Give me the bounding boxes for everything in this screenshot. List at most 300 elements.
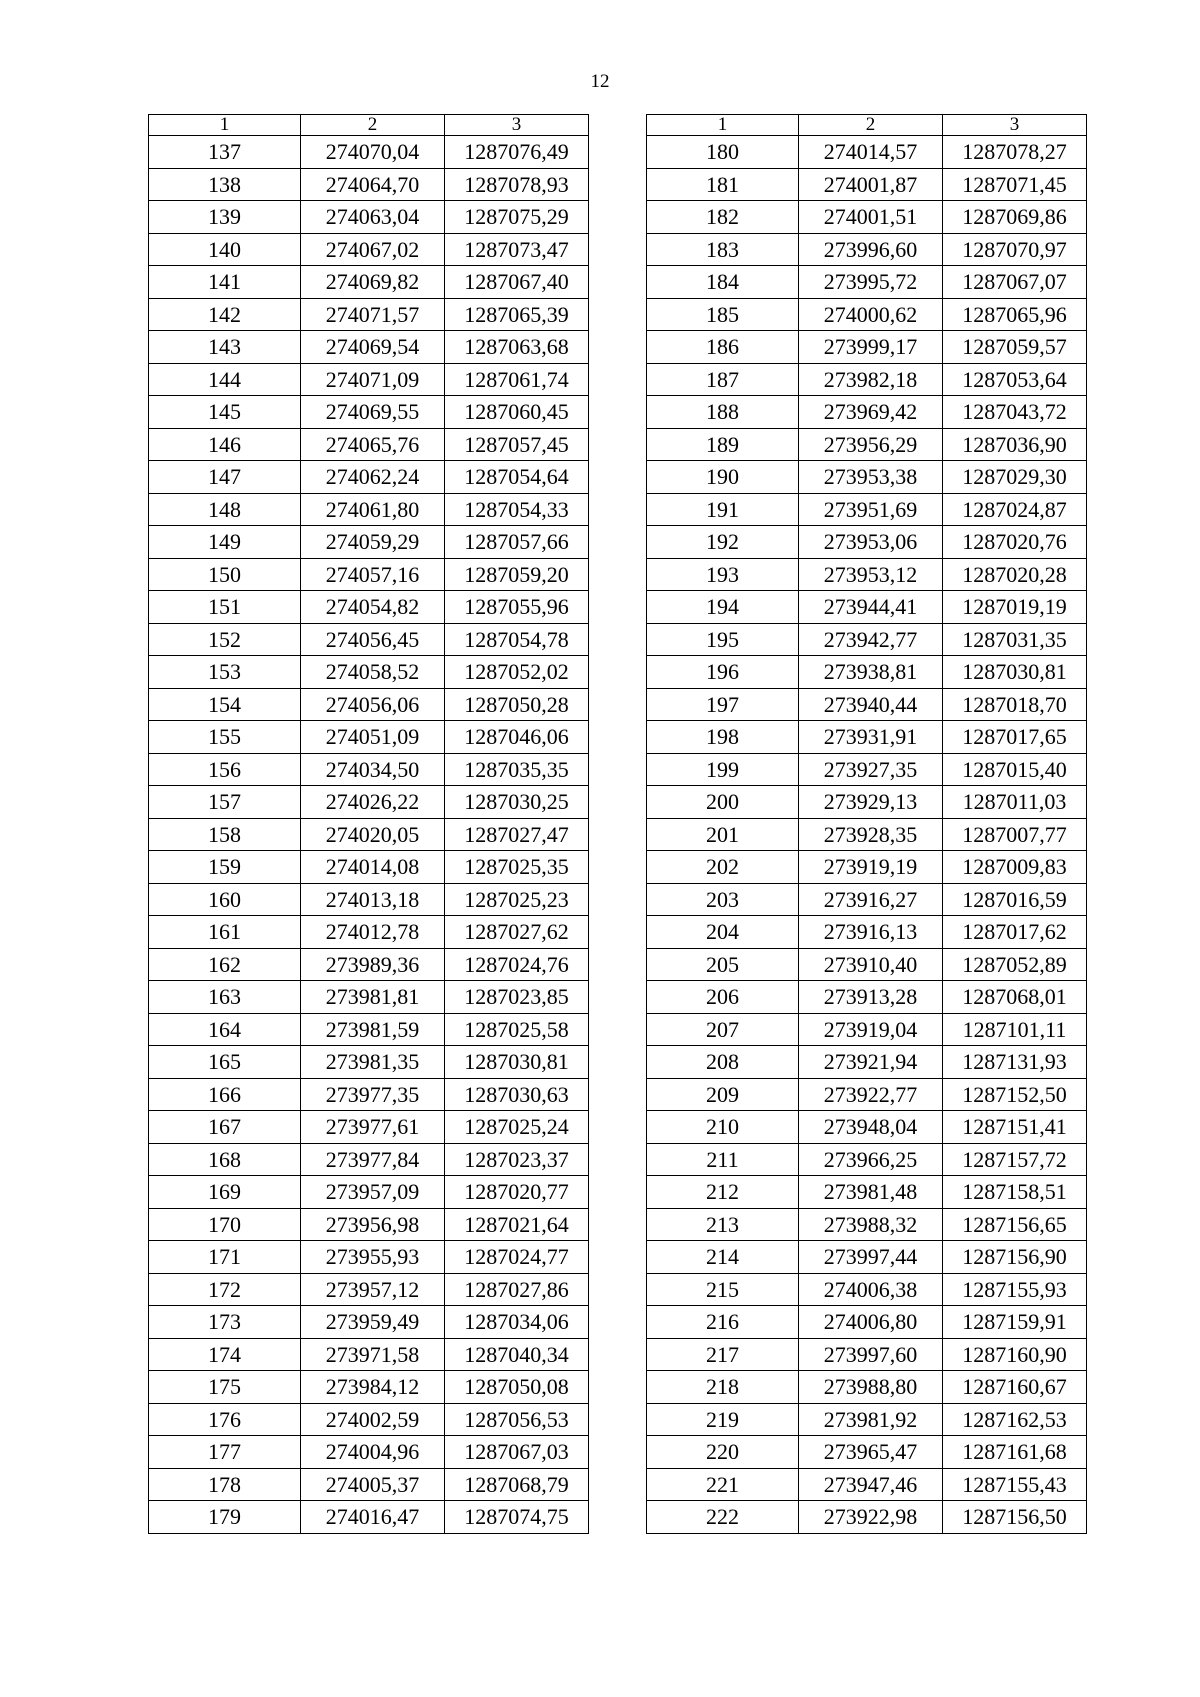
- table-row: [149, 428, 589, 461]
- table-row: [149, 916, 589, 949]
- x-coordinate-cell: 273997,44: [799, 1241, 943, 1274]
- point-number-cell: 182: [647, 201, 799, 234]
- table-row: [149, 1046, 589, 1079]
- table-row: [149, 1143, 589, 1176]
- y-coordinate-cell: 1287036,90: [943, 428, 1087, 461]
- table-row: [149, 883, 589, 916]
- x-coordinate-cell: 273971,58: [301, 1338, 445, 1371]
- x-coordinate-cell: 274056,06: [301, 688, 445, 721]
- point-number-cell: 166: [149, 1078, 301, 1111]
- y-coordinate-cell: 1287030,25: [445, 786, 589, 819]
- y-coordinate-cell: 1287034,06: [445, 1306, 589, 1339]
- x-coordinate-cell: 273956,98: [301, 1208, 445, 1241]
- x-coordinate-cell: 274056,45: [301, 623, 445, 656]
- x-coordinate-cell: 274034,50: [301, 753, 445, 786]
- y-coordinate-cell: 1287052,89: [943, 948, 1087, 981]
- table-row: [149, 1501, 589, 1534]
- point-number-cell: 165: [149, 1046, 301, 1079]
- point-number-cell: 188: [647, 396, 799, 429]
- point-number-cell: 212: [647, 1176, 799, 1209]
- x-coordinate-cell: 273916,27: [799, 883, 943, 916]
- y-coordinate-cell: 1287155,93: [943, 1273, 1087, 1306]
- x-coordinate-cell: 273996,60: [799, 233, 943, 266]
- y-coordinate-cell: 1287024,77: [445, 1241, 589, 1274]
- y-coordinate-cell: 1287021,64: [445, 1208, 589, 1241]
- point-number-cell: 154: [149, 688, 301, 721]
- point-number-cell: 209: [647, 1078, 799, 1111]
- column-header-x: 2: [799, 115, 943, 136]
- point-number-cell: 184: [647, 266, 799, 299]
- point-number-cell: 178: [149, 1468, 301, 1501]
- table-row: [647, 201, 1087, 234]
- point-number-cell: 153: [149, 656, 301, 689]
- y-coordinate-cell: 1287023,85: [445, 981, 589, 1014]
- y-coordinate-cell: 1287073,47: [445, 233, 589, 266]
- table-row: [149, 493, 589, 526]
- table-row: [647, 1176, 1087, 1209]
- y-coordinate-cell: 1287068,79: [445, 1468, 589, 1501]
- point-number-cell: 217: [647, 1338, 799, 1371]
- table-row: [149, 201, 589, 234]
- y-coordinate-cell: 1287068,01: [943, 981, 1087, 1014]
- x-coordinate-cell: 274014,57: [799, 136, 943, 169]
- x-coordinate-cell: 274006,80: [799, 1306, 943, 1339]
- point-number-cell: 220: [647, 1436, 799, 1469]
- y-coordinate-cell: 1287059,20: [445, 558, 589, 591]
- x-coordinate-cell: 273977,61: [301, 1111, 445, 1144]
- column-header-point-number: 1: [149, 115, 301, 136]
- x-coordinate-cell: 274058,52: [301, 656, 445, 689]
- column-header-point-number: 1: [647, 115, 799, 136]
- y-coordinate-cell: 1287054,64: [445, 461, 589, 494]
- point-number-cell: 198: [647, 721, 799, 754]
- point-number-cell: 185: [647, 298, 799, 331]
- point-number-cell: 208: [647, 1046, 799, 1079]
- y-coordinate-cell: 1287067,07: [943, 266, 1087, 299]
- point-number-cell: 142: [149, 298, 301, 331]
- y-coordinate-cell: 1287057,66: [445, 526, 589, 559]
- y-coordinate-cell: 1287030,81: [943, 656, 1087, 689]
- table-row: [149, 1208, 589, 1241]
- table-row: [647, 168, 1087, 201]
- table-row: [149, 526, 589, 559]
- table-row: [647, 1306, 1087, 1339]
- x-coordinate-cell: 274059,29: [301, 526, 445, 559]
- table-row: [149, 851, 589, 884]
- y-coordinate-cell: 1287161,68: [943, 1436, 1087, 1469]
- point-number-cell: 207: [647, 1013, 799, 1046]
- x-coordinate-cell: 273957,12: [301, 1273, 445, 1306]
- table-row: [647, 623, 1087, 656]
- table-row: [647, 721, 1087, 754]
- point-number-cell: 164: [149, 1013, 301, 1046]
- point-number-cell: 177: [149, 1436, 301, 1469]
- table-row: [149, 1273, 589, 1306]
- table-row: [647, 688, 1087, 721]
- table-row: [149, 656, 589, 689]
- x-coordinate-cell: 273981,35: [301, 1046, 445, 1079]
- point-number-cell: 168: [149, 1143, 301, 1176]
- y-coordinate-cell: 1287067,40: [445, 266, 589, 299]
- point-number-cell: 149: [149, 526, 301, 559]
- table-row: [149, 1111, 589, 1144]
- y-coordinate-cell: 1287024,87: [943, 493, 1087, 526]
- table-row: [149, 331, 589, 364]
- table-row: [149, 591, 589, 624]
- y-coordinate-cell: 1287015,40: [943, 753, 1087, 786]
- x-coordinate-cell: 273988,32: [799, 1208, 943, 1241]
- y-coordinate-cell: 1287131,93: [943, 1046, 1087, 1079]
- x-coordinate-cell: 273953,38: [799, 461, 943, 494]
- y-coordinate-cell: 1287027,62: [445, 916, 589, 949]
- y-coordinate-cell: 1287075,29: [445, 201, 589, 234]
- table-row: [647, 883, 1087, 916]
- point-number-cell: 214: [647, 1241, 799, 1274]
- point-number-cell: 163: [149, 981, 301, 1014]
- table-row: [149, 233, 589, 266]
- table-row: [647, 331, 1087, 364]
- point-number-cell: 179: [149, 1501, 301, 1534]
- x-coordinate-cell: 273981,81: [301, 981, 445, 1014]
- y-coordinate-cell: 1287031,35: [943, 623, 1087, 656]
- point-number-cell: 189: [647, 428, 799, 461]
- point-number-cell: 210: [647, 1111, 799, 1144]
- x-coordinate-cell: 273965,47: [799, 1436, 943, 1469]
- y-coordinate-cell: 1287061,74: [445, 363, 589, 396]
- y-coordinate-cell: 1287059,57: [943, 331, 1087, 364]
- point-number-cell: 186: [647, 331, 799, 364]
- table-row: [647, 786, 1087, 819]
- table-row: [149, 623, 589, 656]
- table-header-row: [647, 115, 1087, 136]
- table-row: [647, 396, 1087, 429]
- table-row: [149, 818, 589, 851]
- table-body: [149, 136, 589, 1534]
- y-coordinate-cell: 1287157,72: [943, 1143, 1087, 1176]
- y-coordinate-cell: 1287011,03: [943, 786, 1087, 819]
- x-coordinate-cell: 274069,82: [301, 266, 445, 299]
- y-coordinate-cell: 1287057,45: [445, 428, 589, 461]
- point-number-cell: 173: [149, 1306, 301, 1339]
- x-coordinate-cell: 273922,98: [799, 1501, 943, 1534]
- table-row: [647, 1046, 1087, 1079]
- table-row: [149, 558, 589, 591]
- column-header-x: 2: [301, 115, 445, 136]
- table-row: [647, 818, 1087, 851]
- point-number-cell: 157: [149, 786, 301, 819]
- point-number-cell: 199: [647, 753, 799, 786]
- x-coordinate-cell: 274067,02: [301, 233, 445, 266]
- y-coordinate-cell: 1287076,49: [445, 136, 589, 169]
- y-coordinate-cell: 1287078,93: [445, 168, 589, 201]
- y-coordinate-cell: 1287152,50: [943, 1078, 1087, 1111]
- x-coordinate-cell: 273982,18: [799, 363, 943, 396]
- page-number: 12: [590, 71, 610, 92]
- y-coordinate-cell: 1287054,78: [445, 623, 589, 656]
- x-coordinate-cell: 273928,35: [799, 818, 943, 851]
- point-number-cell: 145: [149, 396, 301, 429]
- x-coordinate-cell: 273913,28: [799, 981, 943, 1014]
- point-number-cell: 211: [647, 1143, 799, 1176]
- table-row: [647, 1371, 1087, 1404]
- point-number-cell: 158: [149, 818, 301, 851]
- point-number-cell: 190: [647, 461, 799, 494]
- table-row: [149, 1436, 589, 1469]
- table-row: [149, 1338, 589, 1371]
- y-coordinate-cell: 1287065,96: [943, 298, 1087, 331]
- y-coordinate-cell: 1287046,06: [445, 721, 589, 754]
- y-coordinate-cell: 1287035,35: [445, 753, 589, 786]
- point-number-cell: 203: [647, 883, 799, 916]
- y-coordinate-cell: 1287027,47: [445, 818, 589, 851]
- x-coordinate-cell: 273931,91: [799, 721, 943, 754]
- table-row: [647, 591, 1087, 624]
- coordinates-table-left: [148, 114, 589, 1534]
- x-coordinate-cell: 273989,36: [301, 948, 445, 981]
- y-coordinate-cell: 1287055,96: [445, 591, 589, 624]
- x-coordinate-cell: 274000,62: [799, 298, 943, 331]
- y-coordinate-cell: 1287162,53: [943, 1403, 1087, 1436]
- x-coordinate-cell: 273951,69: [799, 493, 943, 526]
- table-row: [647, 428, 1087, 461]
- point-number-cell: 183: [647, 233, 799, 266]
- point-number-cell: 202: [647, 851, 799, 884]
- point-number-cell: 138: [149, 168, 301, 201]
- table-row: [647, 656, 1087, 689]
- x-coordinate-cell: 273947,46: [799, 1468, 943, 1501]
- y-coordinate-cell: 1287050,08: [445, 1371, 589, 1404]
- table-row: [647, 233, 1087, 266]
- x-coordinate-cell: 273956,29: [799, 428, 943, 461]
- x-coordinate-cell: 274065,76: [301, 428, 445, 461]
- y-coordinate-cell: 1287020,77: [445, 1176, 589, 1209]
- point-number-cell: 161: [149, 916, 301, 949]
- table-row: [647, 1208, 1087, 1241]
- coordinates-table-right: [646, 114, 1087, 1534]
- y-coordinate-cell: 1287155,43: [943, 1468, 1087, 1501]
- point-number-cell: 201: [647, 818, 799, 851]
- table-row: [647, 1468, 1087, 1501]
- table-row: [647, 298, 1087, 331]
- y-coordinate-cell: 1287030,81: [445, 1046, 589, 1079]
- table-row: [149, 396, 589, 429]
- point-number-cell: 146: [149, 428, 301, 461]
- x-coordinate-cell: 273919,04: [799, 1013, 943, 1046]
- y-coordinate-cell: 1287030,63: [445, 1078, 589, 1111]
- table-row: [647, 1273, 1087, 1306]
- x-coordinate-cell: 273981,59: [301, 1013, 445, 1046]
- x-coordinate-cell: 274002,59: [301, 1403, 445, 1436]
- point-number-cell: 159: [149, 851, 301, 884]
- y-coordinate-cell: 1287151,41: [943, 1111, 1087, 1144]
- x-coordinate-cell: 274062,24: [301, 461, 445, 494]
- point-number-cell: 137: [149, 136, 301, 169]
- table-row: [647, 266, 1087, 299]
- y-coordinate-cell: 1287040,34: [445, 1338, 589, 1371]
- point-number-cell: 167: [149, 1111, 301, 1144]
- table-header-row: [149, 115, 589, 136]
- y-coordinate-cell: 1287019,19: [943, 591, 1087, 624]
- table-body: [647, 136, 1087, 1534]
- table-row: [149, 1371, 589, 1404]
- x-coordinate-cell: 274020,05: [301, 818, 445, 851]
- point-number-cell: 152: [149, 623, 301, 656]
- x-coordinate-cell: 273997,60: [799, 1338, 943, 1371]
- point-number-cell: 169: [149, 1176, 301, 1209]
- point-number-cell: 172: [149, 1273, 301, 1306]
- x-coordinate-cell: 274069,54: [301, 331, 445, 364]
- x-coordinate-cell: 274069,55: [301, 396, 445, 429]
- y-coordinate-cell: 1287017,62: [943, 916, 1087, 949]
- y-coordinate-cell: 1287043,72: [943, 396, 1087, 429]
- y-coordinate-cell: 1287027,86: [445, 1273, 589, 1306]
- table-row: [149, 136, 589, 169]
- y-coordinate-cell: 1287025,35: [445, 851, 589, 884]
- point-number-cell: 219: [647, 1403, 799, 1436]
- table-row: [149, 981, 589, 1014]
- point-number-cell: 175: [149, 1371, 301, 1404]
- y-coordinate-cell: 1287074,75: [445, 1501, 589, 1534]
- x-coordinate-cell: 273995,72: [799, 266, 943, 299]
- y-coordinate-cell: 1287024,76: [445, 948, 589, 981]
- table-row: [149, 1403, 589, 1436]
- table-row: [149, 1013, 589, 1046]
- y-coordinate-cell: 1287065,39: [445, 298, 589, 331]
- y-coordinate-cell: 1287017,65: [943, 721, 1087, 754]
- x-coordinate-cell: 274051,09: [301, 721, 445, 754]
- table-row: [149, 168, 589, 201]
- y-coordinate-cell: 1287025,24: [445, 1111, 589, 1144]
- table-row: [149, 266, 589, 299]
- point-number-cell: 147: [149, 461, 301, 494]
- table-row: [647, 948, 1087, 981]
- point-number-cell: 160: [149, 883, 301, 916]
- point-number-cell: 150: [149, 558, 301, 591]
- x-coordinate-cell: 274006,38: [799, 1273, 943, 1306]
- point-number-cell: 140: [149, 233, 301, 266]
- table-row: [647, 1241, 1087, 1274]
- point-number-cell: 216: [647, 1306, 799, 1339]
- y-coordinate-cell: 1287070,97: [943, 233, 1087, 266]
- y-coordinate-cell: 1287071,45: [943, 168, 1087, 201]
- y-coordinate-cell: 1287016,59: [943, 883, 1087, 916]
- x-coordinate-cell: 273942,77: [799, 623, 943, 656]
- point-number-cell: 139: [149, 201, 301, 234]
- y-coordinate-cell: 1287054,33: [445, 493, 589, 526]
- x-coordinate-cell: 274005,37: [301, 1468, 445, 1501]
- y-coordinate-cell: 1287156,90: [943, 1241, 1087, 1274]
- x-coordinate-cell: 274063,04: [301, 201, 445, 234]
- y-coordinate-cell: 1287067,03: [445, 1436, 589, 1469]
- x-coordinate-cell: 273981,92: [799, 1403, 943, 1436]
- table-row: [647, 136, 1087, 169]
- x-coordinate-cell: 273922,77: [799, 1078, 943, 1111]
- point-number-cell: 218: [647, 1371, 799, 1404]
- table-row: [149, 1176, 589, 1209]
- table-row: [647, 851, 1087, 884]
- table-row: [647, 526, 1087, 559]
- table-row: [647, 461, 1087, 494]
- x-coordinate-cell: 274071,57: [301, 298, 445, 331]
- x-coordinate-cell: 273977,35: [301, 1078, 445, 1111]
- point-number-cell: 156: [149, 753, 301, 786]
- y-coordinate-cell: 1287023,37: [445, 1143, 589, 1176]
- x-coordinate-cell: 273944,41: [799, 591, 943, 624]
- point-number-cell: 187: [647, 363, 799, 396]
- point-number-cell: 205: [647, 948, 799, 981]
- table-row: [647, 1013, 1087, 1046]
- y-coordinate-cell: 1287025,58: [445, 1013, 589, 1046]
- table-row: [149, 721, 589, 754]
- table-row: [647, 981, 1087, 1014]
- y-coordinate-cell: 1287063,68: [445, 331, 589, 364]
- x-coordinate-cell: 273919,19: [799, 851, 943, 884]
- point-number-cell: 155: [149, 721, 301, 754]
- x-coordinate-cell: 273948,04: [799, 1111, 943, 1144]
- y-coordinate-cell: 1287056,53: [445, 1403, 589, 1436]
- table-row: [647, 1338, 1087, 1371]
- point-number-cell: 194: [647, 591, 799, 624]
- y-coordinate-cell: 1287156,65: [943, 1208, 1087, 1241]
- y-coordinate-cell: 1287101,11: [943, 1013, 1087, 1046]
- table-row: [647, 493, 1087, 526]
- x-coordinate-cell: 273988,80: [799, 1371, 943, 1404]
- table-row: [149, 753, 589, 786]
- y-coordinate-cell: 1287053,64: [943, 363, 1087, 396]
- point-number-cell: 191: [647, 493, 799, 526]
- x-coordinate-cell: 273927,35: [799, 753, 943, 786]
- x-coordinate-cell: 273955,93: [301, 1241, 445, 1274]
- y-coordinate-cell: 1287020,76: [943, 526, 1087, 559]
- point-number-cell: 195: [647, 623, 799, 656]
- x-coordinate-cell: 274001,51: [799, 201, 943, 234]
- x-coordinate-cell: 273957,09: [301, 1176, 445, 1209]
- y-coordinate-cell: 1287078,27: [943, 136, 1087, 169]
- table-row: [647, 1078, 1087, 1111]
- table-row: [647, 1143, 1087, 1176]
- table-row: [647, 753, 1087, 786]
- x-coordinate-cell: 274026,22: [301, 786, 445, 819]
- table-row: [647, 1436, 1087, 1469]
- x-coordinate-cell: 273959,49: [301, 1306, 445, 1339]
- point-number-cell: 144: [149, 363, 301, 396]
- y-coordinate-cell: 1287069,86: [943, 201, 1087, 234]
- point-number-cell: 181: [647, 168, 799, 201]
- x-coordinate-cell: 274014,08: [301, 851, 445, 884]
- table-row: [149, 363, 589, 396]
- x-coordinate-cell: 273940,44: [799, 688, 943, 721]
- x-coordinate-cell: 274054,82: [301, 591, 445, 624]
- y-coordinate-cell: 1287160,67: [943, 1371, 1087, 1404]
- point-number-cell: 192: [647, 526, 799, 559]
- x-coordinate-cell: 274013,18: [301, 883, 445, 916]
- y-coordinate-cell: 1287009,83: [943, 851, 1087, 884]
- x-coordinate-cell: 273977,84: [301, 1143, 445, 1176]
- point-number-cell: 221: [647, 1468, 799, 1501]
- table-row: [149, 948, 589, 981]
- point-number-cell: 206: [647, 981, 799, 1014]
- y-coordinate-cell: 1287007,77: [943, 818, 1087, 851]
- table-row: [149, 1306, 589, 1339]
- point-number-cell: 151: [149, 591, 301, 624]
- x-coordinate-cell: 273999,17: [799, 331, 943, 364]
- x-coordinate-cell: 274070,04: [301, 136, 445, 169]
- point-number-cell: 180: [647, 136, 799, 169]
- table-row: [647, 1111, 1087, 1144]
- x-coordinate-cell: 274004,96: [301, 1436, 445, 1469]
- x-coordinate-cell: 274016,47: [301, 1501, 445, 1534]
- y-coordinate-cell: 1287160,90: [943, 1338, 1087, 1371]
